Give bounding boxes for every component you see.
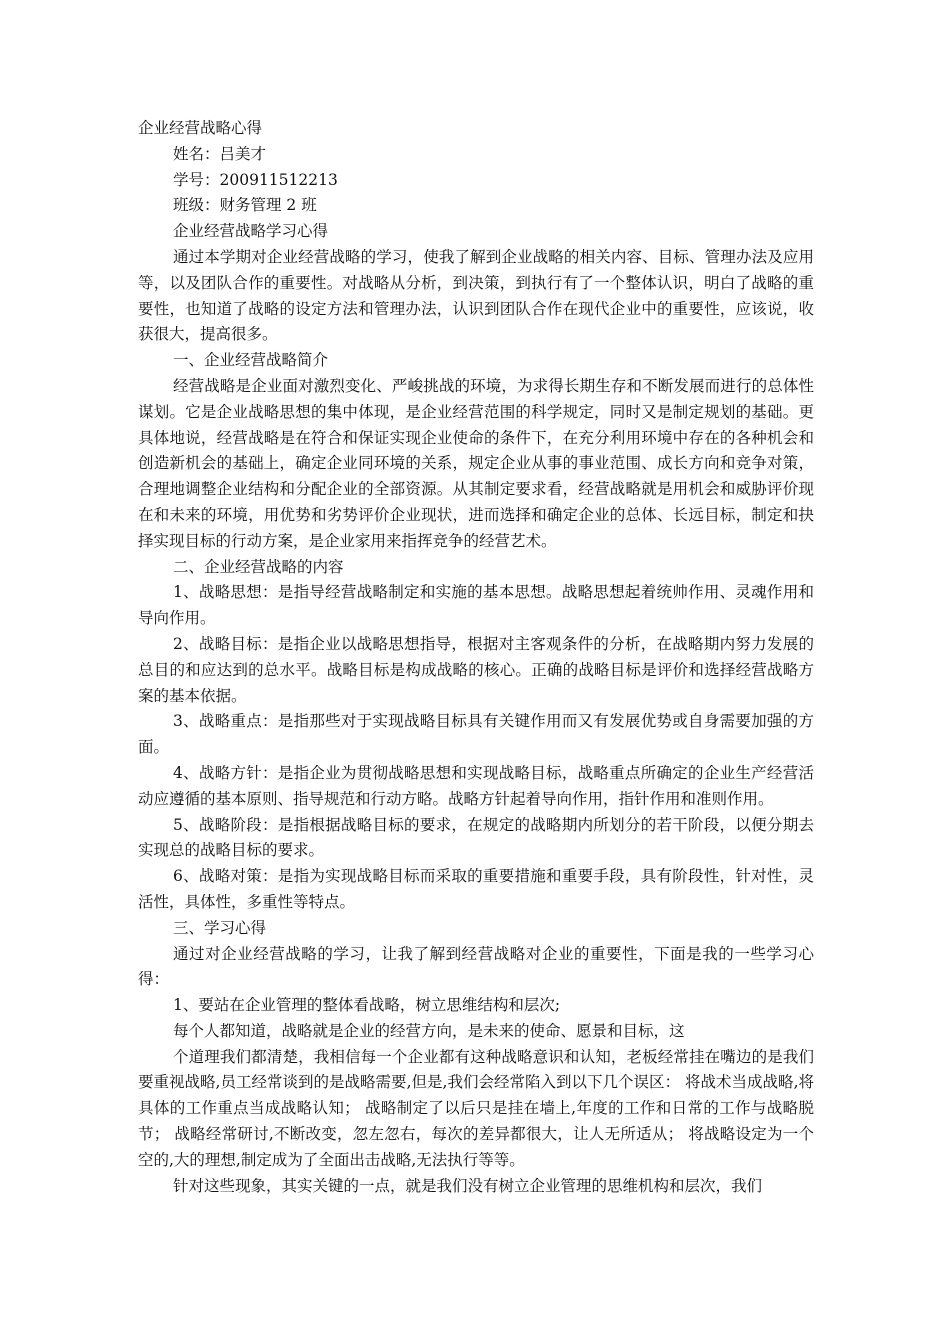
section-2-item-6: 6、战略对策：是指为实现战略目标而采取的重要措施和重要手段，具有阶段性，针对性，灵活性，具体性，多重性等特点。 bbox=[138, 867, 814, 911]
section-2-item-2: 2、战略目标：是指企业以战略思想指导，根据对主客观条件的分析，在战略期内努力发展的总目的和应达到的总水平。战略目标是构成战略的核心。正确的战略目标是评价和选择经营战略方案的基本依据。 bbox=[138, 634, 814, 705]
intro-paragraph: 通过本学期对企业经营战略的学习，使我了解到企业战略的相关内容、目标、管理办法及应用等，以及团队合作的重要性。对战略从分析，到决策，到执行有了一个整体认识，明白了战略的重要性，也知道了战略的设定方法和管理办法，认识到团队合作在现代企业中的重要性，应该说，收获很大，提高很多。 bbox=[138, 247, 814, 344]
section-3-point-1: 1、要站在企业管理的整体看战略，树立思维结构和层次; bbox=[173, 996, 561, 1015]
section-2-item-1: 1、战略思想：是指导经营战略制定和实施的基本思想。战略思想起着统帅作用、灵魂作用和导向作用。 bbox=[138, 583, 814, 628]
section-3-heading: 三、学习心得 bbox=[173, 918, 267, 937]
author-name: 姓名：吕美才 bbox=[173, 144, 267, 163]
document-title: 企业经营战略心得 bbox=[138, 119, 263, 137]
section-2-item-5: 5、战略阶段：是指根据战略目标的要求，在规定的战略期内所划分的若干阶段，以便分期去实现总的战略目标的要求。 bbox=[138, 815, 814, 860]
student-id: 学号：200911512213 bbox=[173, 170, 338, 189]
document-body bbox=[138, 116, 814, 1199]
section-1-paragraph: 经营战略是企业面对激烈变化、严峻挑战的环境，为求得长期生存和不断发展而进行的总体性谋划。它是企业战略思想的集中体现，是企业经营范围的科学规定，同时又是制定规划的基础。更具体地说，经营战略是在符合和保证实现企业使命的条件下，在充分利用环境中存在的各种机会和创造新机会的基础上，确定企业同环境的关系，规定企业从事的事业范围、成长方向和竞争对策，合理地调整企业结构和分配企业的全部资源。从其制定要求看，经营战略就是用机会和威胁评价现在和未来的环境，用优势和劣势评价企业现状，进而选择和确定企业的总体、长远目标，制定和抉择实现目标的行动方案，是企业家用来指挥竞争的经营艺术。 bbox=[138, 376, 814, 550]
document-subtitle: 企业经营战略学习心得 bbox=[173, 222, 329, 241]
section-2-item-3: 3、战略重点：是指那些对于实现战略目标具有关键作用而又有发展优势或自身需要加强的方面。 bbox=[138, 712, 814, 757]
class-info: 班级：财务管理 2 班 bbox=[173, 196, 317, 215]
section-3-line: 每个人都知道，战略就是企业的经营方向，是未来的使命、愿景和目标，这 bbox=[173, 1021, 685, 1040]
section-2-item-4: 4、战略方针：是指企业为贯彻战略思想和实现战略目标，战略重点所确定的企业生产经营活动应遵循的基本原则、指导规范和行动方略。战略方针起着导向作用，指针作用和准则作用。 bbox=[138, 763, 814, 808]
section-3-paragraph: 个道理我们都清楚，我相信每一个企业都有这种战略意识和认知，老板经常挂在嘴边的是我们要重视战略,员工经常谈到的是战略需要,但是,我们会经常陷入到以下几个误区： 将战术当成战略,将具体的工作重点当成战略认知； 战略制定了以后只是挂在墙上,年度的工作和日常的工作与战略脱节； 战略经常研讨,不断改变，忽左忽右，每次的差异都很大，让人无所适从； 将战略设定为一个空的,大的理想,制定成为了全面出击战略,无法执行等等。 bbox=[138, 1047, 814, 1169]
section-3-closing-line: 针对这些现象，其实关键的一点，就是我们没有树立企业管理的思维机构和层次，我们 bbox=[173, 1176, 763, 1195]
section-3-intro: 通过对企业经营战略的学习，让我了解到经营战略对企业的重要性，下面是我的一些学习心得： bbox=[138, 944, 814, 989]
section-2-heading: 二、企业经营战略的内容 bbox=[173, 557, 344, 576]
section-1-heading: 一、企业经营战略简介 bbox=[173, 351, 329, 370]
